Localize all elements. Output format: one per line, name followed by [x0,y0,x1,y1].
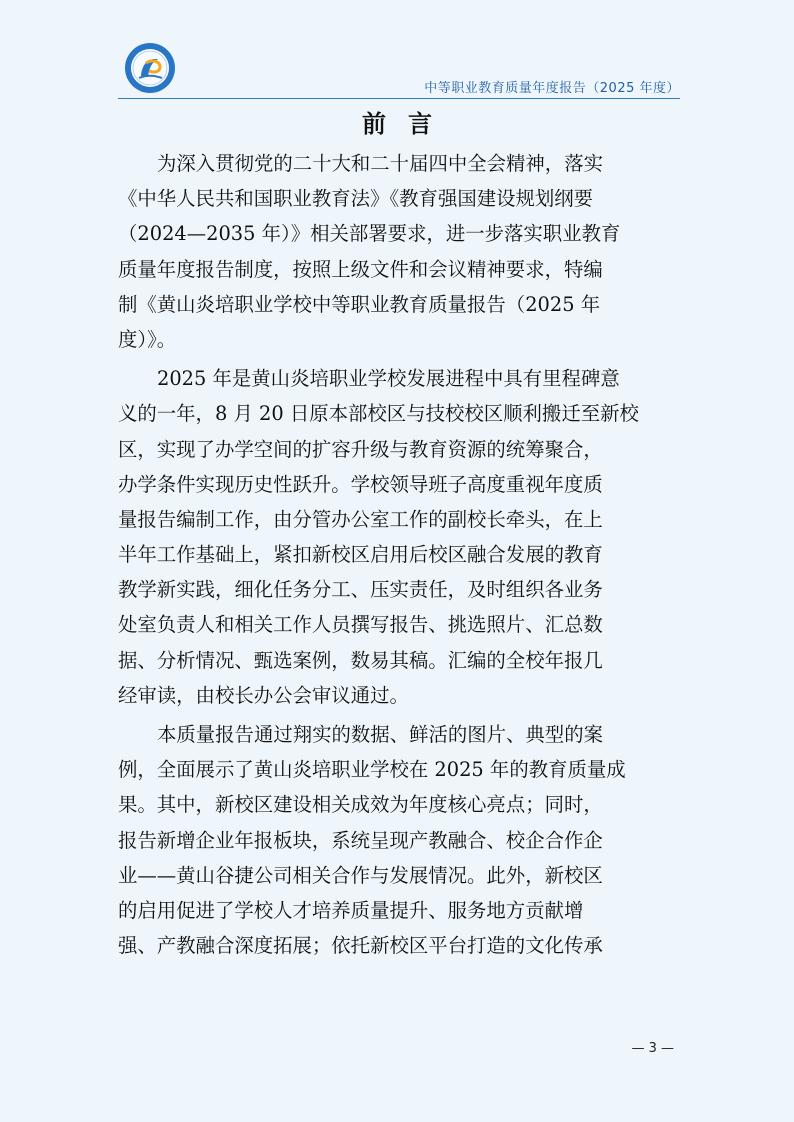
page-number: — 3 — [631,1041,674,1056]
text-line: 业——黄山谷捷公司相关合作与发展情况。此外，新校区 [118,863,603,887]
text-line: 区，实现了办学空间的扩容升级与教育资源的统筹聚合， [118,437,603,461]
text-line: 2025 年是黄山炎培职业学校发展进程中具有里程碑意 [157,367,620,391]
text-line: 义的一年，8 月 20 日原本部校区与技校校区顺利搬迁至新校 [118,402,639,426]
header-divider [118,98,680,99]
text-line: 处室负责人和相关工作人员撰写报告、挑选照片、汇总数 [118,613,603,637]
text-line: 为深入贯彻党的二十大和二十届四中全会精神，落实 [157,152,603,175]
page-title: 前言 [362,110,454,138]
text-line: 教学新实践，细化任务分工、压实责任，及时组织各业务 [118,578,603,602]
text-line: 报告新增企业年报板块，系统呈现产教融合、校企合作企 [118,828,603,852]
text-line: 办学条件实现历史性跃升。学校领导班子高度重视年度质 [118,472,603,496]
text-line: 经审读，由校长办公会审议通过。 [118,683,409,707]
text-line: 据、分析情况、甄选案例，数易其稿。汇编的全校年报几 [118,648,603,672]
text-line: 本质量报告通过翔实的数据、鲜活的图片、典型的案 [157,723,603,746]
paragraph [118,146,684,357]
school-emblem-icon [124,42,176,94]
report-header-title: 中等职业教育质量年度报告（2025 年度） [424,81,680,96]
body-text [118,146,684,963]
paragraph [118,717,684,963]
text-line: （2024—2035 年）》相关部署要求，进一步落实职业教育 [118,222,621,246]
text-line: 质量年度报告制度，按照上级文件和会议精神要求，特编 [118,257,603,281]
text-line: 《中华人民共和国职业教育法》《教育强国建设规划纲要 [118,187,594,211]
text-line: 度）》。 [118,327,177,351]
text-line: 制《黄山炎培职业学校中等职业教育质量报告（2025 年 [118,292,601,316]
text-line: 例，全面展示了黄山炎培职业学校在 2025 年的教育质量成 [118,758,626,782]
text-line: 的启用促进了学校人才培养质量提升、服务地方贡献增 [118,898,584,922]
paragraph [118,361,684,713]
text-line: 量报告编制工作，由分管办公室工作的副校长牵头，在上 [118,507,603,531]
text-line: 强、产教融合深度拓展；依托新校区平台打造的文化传承 [118,934,603,958]
text-line: 半年工作基础上，紧扣新校区启用后校区融合发展的教育 [118,543,603,567]
text-line: 果。其中，新校区建设相关成效为年度核心亮点；同时， [118,793,603,817]
